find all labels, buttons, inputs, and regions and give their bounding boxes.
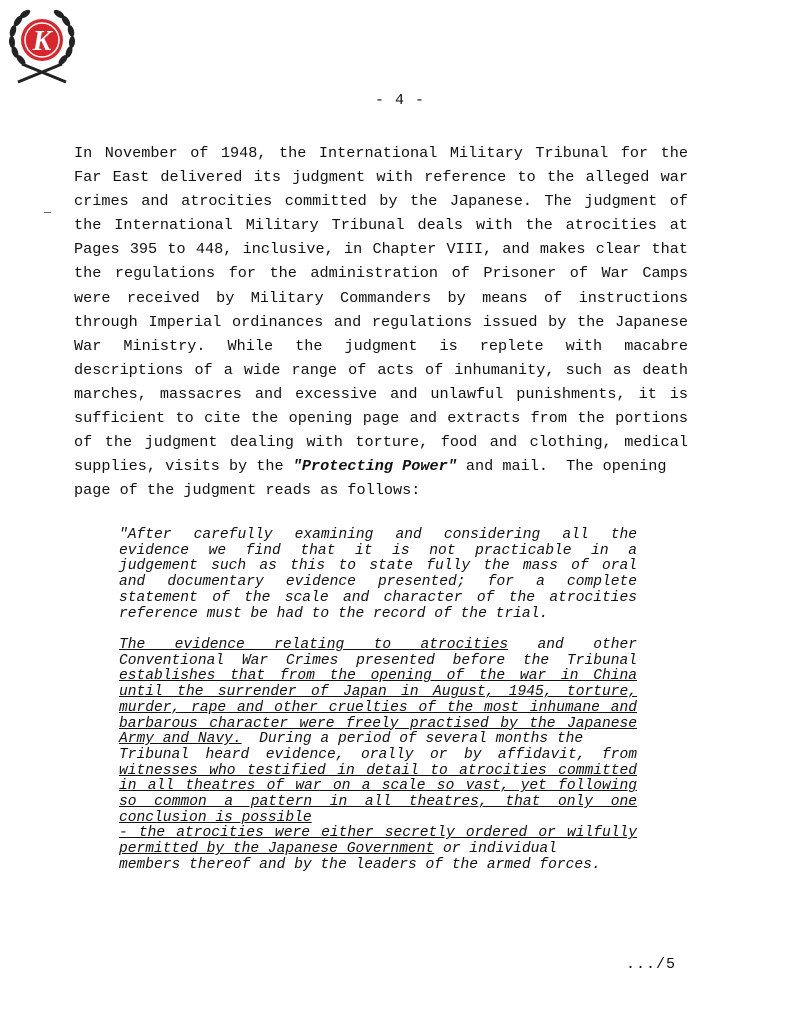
paragraph-line: descriptions of a wide range of acts of inhumanity, such as death xyxy=(74,360,688,379)
paragraph-line: were received by Military Commanders by means of instructions xyxy=(74,288,688,307)
continuation-marker: .../5 xyxy=(626,956,677,973)
paragraph-line: Far East delivered its judgment with reference to the alleged war xyxy=(74,168,688,187)
protecting-power-emphasis: "Protecting Power" xyxy=(292,457,457,476)
margin-mark xyxy=(44,212,51,213)
quote-line: conclusion is possible xyxy=(119,809,312,826)
quote-line: murder, rape and other cruelties of the most inhumane and xyxy=(119,699,637,716)
block-quote-second xyxy=(119,638,637,874)
paragraph-line xyxy=(74,454,688,478)
quote-line: "After carefully examining and considering all the xyxy=(119,527,637,543)
quote-line: in all theatres of war on a scale so vast, yet following xyxy=(119,778,637,795)
paragraph-line: page of the judgment reads as follows: xyxy=(74,481,421,500)
quote-line: evidence we find that it is not practicable in a xyxy=(119,542,637,559)
quote-line: witnesses who testified in detail to atrocities committed xyxy=(119,762,637,779)
block-quote-first xyxy=(119,528,637,622)
quote-line: Tribunal heard evidence, orally or by affidavit, from xyxy=(119,746,637,763)
logo-letter: K xyxy=(32,26,52,57)
quote-underlined-text: Army and Navy. xyxy=(119,731,242,748)
paragraph-line-text: and mail. The opening xyxy=(456,457,667,476)
quote-line: judgement such as this to state fully the mass of oral xyxy=(119,558,637,575)
paragraph-line: War Ministry. While the judgment is replete with macabre xyxy=(74,336,688,355)
quote-line xyxy=(119,842,637,858)
quote-line: - the atrocities were either secretly ordered or wilfully xyxy=(119,825,637,842)
quote-line: so common a pattern in all theatres, that only one xyxy=(119,794,637,811)
quote-line: statement of the scale and character of the atrocities xyxy=(119,589,637,606)
paragraph-line: the International Military Tribunal deals with the atrocities at xyxy=(74,216,688,235)
quote-line: barbarous character were freely practised by the Japanese xyxy=(119,715,637,732)
wreath-emblem-icon xyxy=(6,6,78,86)
quote-line: and documentary evidence presented; for a complete xyxy=(119,574,637,591)
quote-line xyxy=(119,638,637,654)
paragraph-line: through Imperial ordinances and regulations issued by the Japanese xyxy=(74,312,688,331)
quote-text: and other xyxy=(508,637,637,653)
paragraph-line: of the judgment dealing with torture, food and clothing, medical xyxy=(74,433,688,452)
quote-line: members thereof and by the leaders of the armed forces. xyxy=(119,856,601,873)
paragraph-line: crimes and atrocities committed by the Japanese. The judgment of xyxy=(74,192,688,211)
paragraph-line: marches, massacres and excessive and unlawful punishments, it is xyxy=(74,384,688,403)
paragraph-line: In November of 1948, the International Military Tribunal for the xyxy=(74,144,688,162)
paragraph-line: Pages 395 to 448, inclusive, in Chapter VIII, and makes clear that xyxy=(74,240,688,259)
paragraph-line: the regulations for the administration of Prisoner of War Camps xyxy=(74,264,688,283)
quote-line: establishes that from the opening of the war in China xyxy=(119,668,637,685)
quote-line: until the surrender of Japan in August, 1945, torture, xyxy=(119,684,637,701)
quote-line xyxy=(119,732,637,748)
page-number: - 4 - xyxy=(374,92,425,109)
quote-text: During a period of several months the xyxy=(241,731,584,748)
paragraph-line-text: supplies, visits by the xyxy=(74,457,293,476)
quote-text: or individual xyxy=(434,841,557,858)
quote-underlined-text: The evidence relating to atrocities xyxy=(119,637,509,653)
body-paragraph xyxy=(74,141,688,502)
quote-line: Conventional War Crimes presented before the Tribunal xyxy=(119,652,637,669)
paragraph-line: sufficient to cite the opening page and extracts from the portions xyxy=(74,409,688,428)
quote-line: reference must be had to the record of the trial. xyxy=(119,605,549,622)
organization-logo xyxy=(6,6,78,86)
quote-underlined-text: permitted by the Japanese Government xyxy=(119,841,435,858)
